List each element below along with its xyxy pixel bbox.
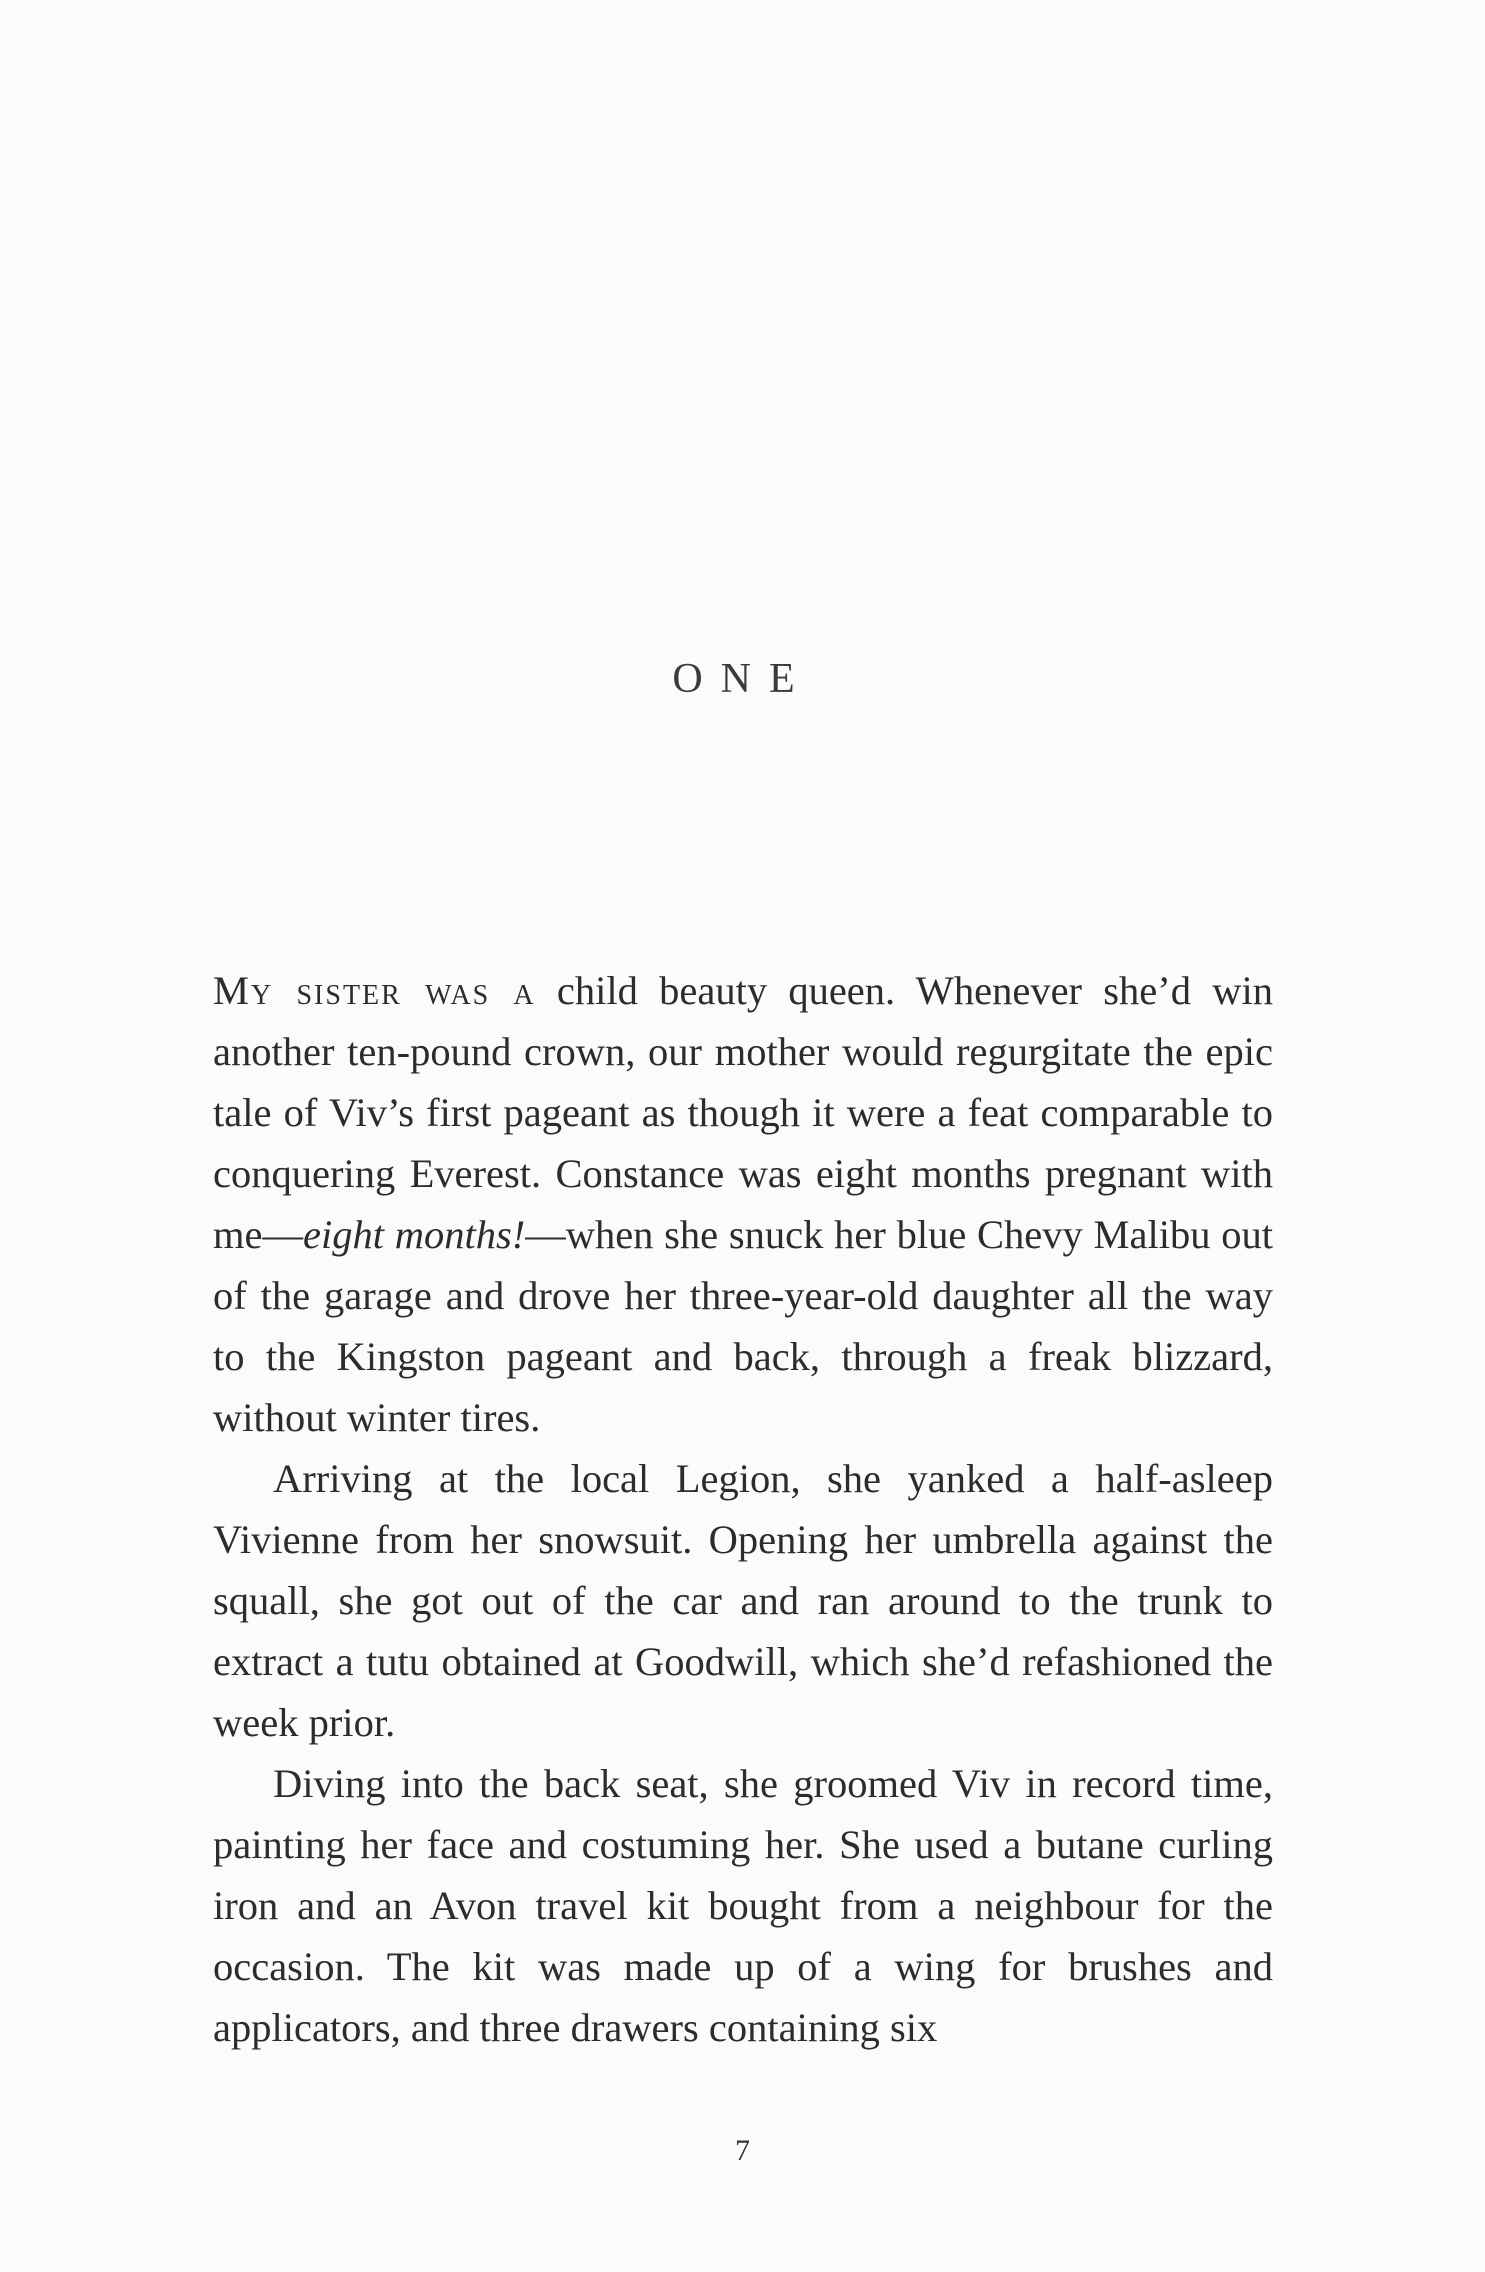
page-number: 7 bbox=[735, 2134, 750, 2167]
paragraph-1 bbox=[213, 960, 1273, 1448]
paragraph-1-text-end: —when she snuck her blue Chevy Malibu out of the garage and drove her three-year-old daughter all the way to the Kingston pageant and back, through a freak blizzard, without winter tires. bbox=[213, 1212, 1273, 1440]
paragraph-2: Arriving at the local Legion, she yanked a half-asleep Vivienne from her snowsuit. Opening her umbrella against the squall, she got out of the car and ran around to the trunk to extract a tutu obtained at Goodwill, which she’d refashioned the week prior. bbox=[213, 1456, 1273, 1745]
paragraph-1-emphasis: eight months! bbox=[302, 1212, 526, 1257]
chapter-heading: ONE bbox=[672, 656, 813, 702]
paragraph-1-text-start: child beauty queen. Whenever she’d win another ten-pound crown, our mother would regurgitate the epic tale of Viv’s first pageant as though it were a feat comparable to conquering Everest. Constance was eight months pregnant with me— bbox=[213, 968, 1273, 1257]
body-text bbox=[213, 960, 1273, 2058]
paragraph-3: Diving into the back seat, she groomed Viv in record time, painting her face and costuming her. She used a butane curling iron and an Avon travel kit bought from a neighbour for the occasion. The kit was made up of a wing for brushes and applicators, and three drawers containing six bbox=[213, 1761, 1273, 2050]
small-caps-lead: My sister was a bbox=[213, 968, 536, 1013]
